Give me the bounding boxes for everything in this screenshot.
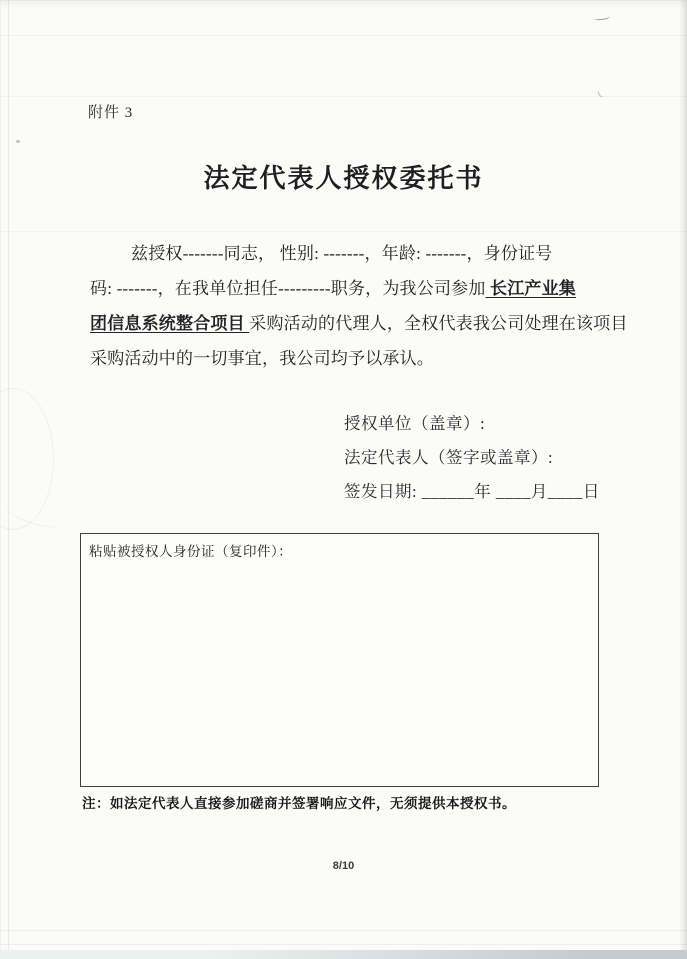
pen-mark <box>594 14 611 21</box>
paragraph-line-1: 兹授权-------同志， 性别: -------，年龄: -------，身份证号 <box>131 244 553 263</box>
paragraph-line-3-text: 采购活动的代理人，全权代表我公司处理在该项目 <box>249 314 628 333</box>
page-edge-shadow <box>0 950 687 959</box>
signature-block <box>344 407 600 509</box>
scan-band-line <box>0 35 687 36</box>
paragraph-line-3 <box>90 306 628 341</box>
scan-band-line <box>0 231 687 232</box>
legal-representative-line: 法定代表人（签字或盖章）: <box>344 448 554 467</box>
authorizing-unit-line: 授权单位（盖章）: <box>344 414 486 433</box>
paragraph-line-2 <box>90 271 605 306</box>
issue-date-line: 签发日期: ______年 ____月____日 <box>344 482 600 501</box>
scan-band-line <box>0 930 687 931</box>
authorization-paragraph <box>90 236 628 376</box>
paragraph-line-2-text: 码: -------，在我单位担任---------职务，为我公司参加 <box>90 279 486 298</box>
attachment-label: 附件 3 <box>88 105 134 121</box>
id-box-label: 粘贴被授权人身份证（复印件）： <box>89 544 293 559</box>
document-title: 法定代表人授权委托书 <box>203 164 484 193</box>
scan-speck <box>16 140 20 143</box>
project-name-part-2: 团信息系统整合项目 <box>90 314 250 333</box>
project-name-part-1: 长江产业集 <box>485 279 577 298</box>
scan-band-line <box>0 96 687 97</box>
page-edge-shadow <box>0 0 687 9</box>
id-copy-paste-box <box>80 533 599 787</box>
page-edge-shadow <box>679 0 687 959</box>
footnote: 注：如法定代表人直接参加磋商并签署响应文件，无须提供本授权书。 <box>82 796 516 811</box>
page-number: 8/10 <box>332 860 355 872</box>
scan-band-line <box>0 944 687 945</box>
paragraph-line-4: 采购活动中的一切事宜，我公司均予以承认。 <box>90 349 434 368</box>
